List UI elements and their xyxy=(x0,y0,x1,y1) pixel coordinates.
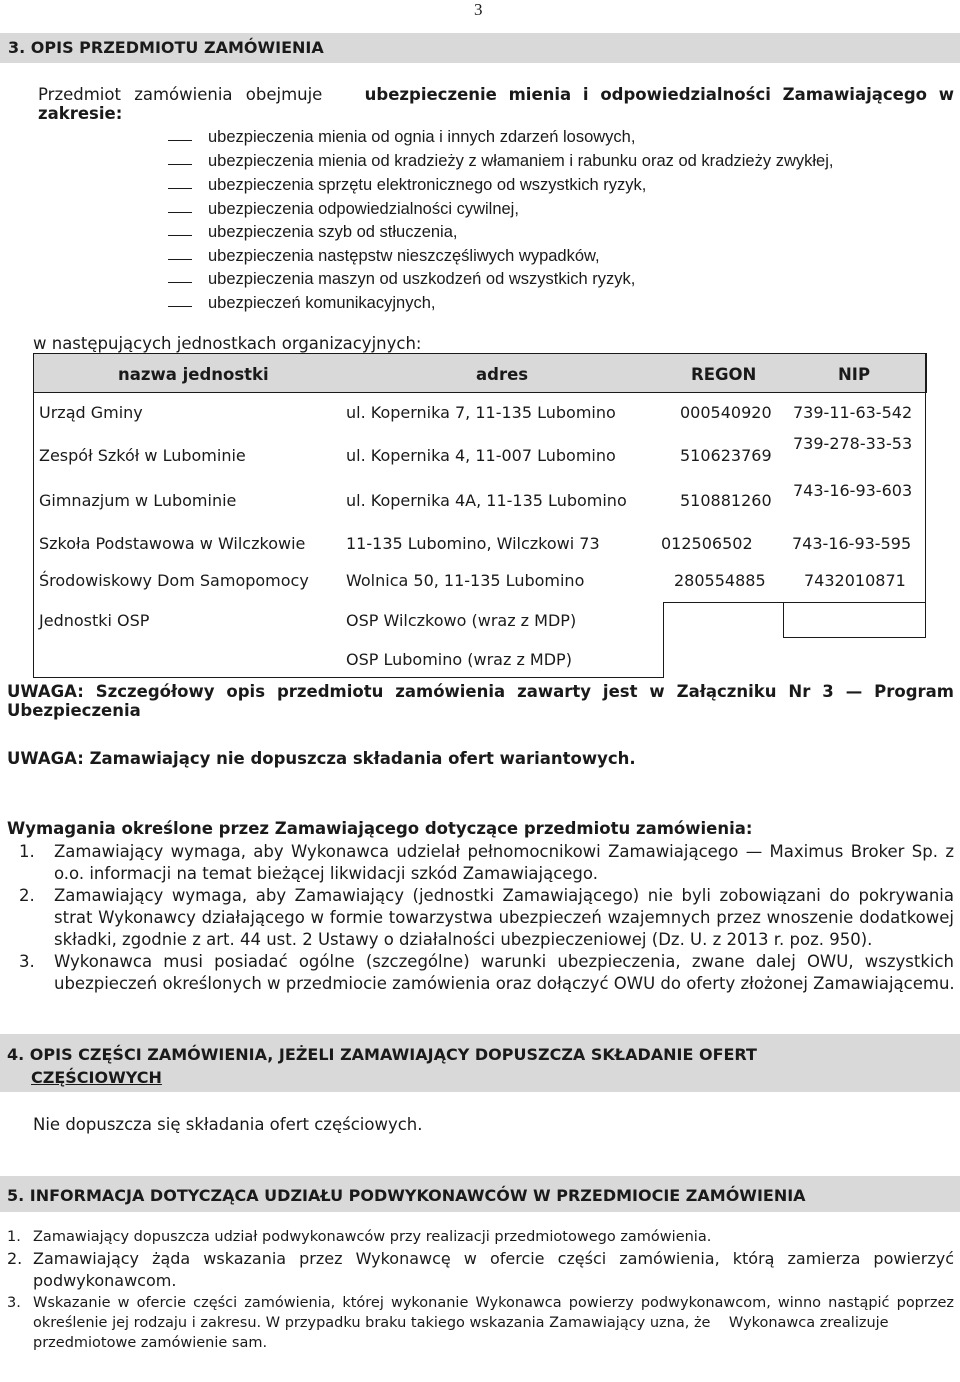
table-cell-address: ul. Kopernika 7, 11-135 Lubomino xyxy=(346,403,616,422)
note-attachment: UWAGA: Szczegółowy opis przedmiotu zamówienia zawarty jest w Załączniku Nr 3 — Program Ubezpieczenia xyxy=(7,682,954,720)
table-cell-name: Zespół Szkół w Lubominie xyxy=(39,446,246,465)
table-cell-nip: 743-16-93-603 xyxy=(793,481,913,500)
page-number: 3 xyxy=(474,0,483,19)
dash-bullet xyxy=(168,212,192,213)
intro-paragraph xyxy=(38,85,954,123)
header-address: adres xyxy=(476,365,529,384)
table-cell-address: ul. Kopernika 4, 11-007 Lubomino xyxy=(346,446,616,465)
header-regon: REGON xyxy=(691,365,757,384)
table-cell-name: Urząd Gminy xyxy=(39,403,143,422)
table-border xyxy=(925,353,926,602)
table-border xyxy=(33,353,34,678)
header-nip: NIP xyxy=(838,365,871,384)
header-name: nazwa jednostki xyxy=(118,365,269,384)
section-4-title-line1: 4. OPIS CZĘŚCI ZAMÓWIENIA, JEŻELI ZAMAWIAJĄCY DOPUSZCZA SKŁADANIE OFERT xyxy=(7,1045,757,1064)
dash-bullet xyxy=(168,188,192,189)
table-border xyxy=(783,602,784,638)
section-4-heading xyxy=(0,1034,960,1092)
list-item: 2. Zamawiający żąda wskazania przez Wykonawcę w ofercie części zamówienia, którą zamierza powierzyć podwykonawcom. xyxy=(7,1249,954,1290)
section-5-list xyxy=(7,1227,954,1353)
intro-line2: zakresie: xyxy=(38,104,123,123)
table-border xyxy=(33,677,663,678)
units-intro: w następujących jednostkach organizacyjnych: xyxy=(33,334,422,353)
table-cell-address: OSP Lubomino (wraz z MDP) xyxy=(346,650,572,669)
table-border xyxy=(663,602,926,603)
section-4-title-line2: CZĘŚCIOWYCH xyxy=(31,1068,162,1087)
table-cell-address: ul. Kopernika 4A, 11-135 Lubomino xyxy=(346,491,627,510)
table-cell-nip: 743-16-93-595 xyxy=(792,534,912,553)
section-5-title: 5. INFORMACJA DOTYCZĄCA UDZIAŁU PODWYKONAWCÓW W PRZEDMIOCIE ZAMÓWIENIA xyxy=(7,1186,806,1205)
table-cell-nip: 7432010871 xyxy=(804,571,906,590)
note-variants: UWAGA: Zamawiający nie dopuszcza składania ofert wariantowych. xyxy=(7,749,636,768)
list-item: 3. Wskazanie w ofercie części zamówienia, której wykonanie Wykonawca powierzy podwykonawcom, winno nastąpić poprzez określenie jej rodzaju i zakresu. W przypadku braku takiego wskazania Zamawiający uzna, że Wykonawca zrealizuje przedmiotowe zamówienie sam. xyxy=(7,1295,954,1351)
dash-bullet xyxy=(168,282,192,283)
table-cell-regon: 000540920 xyxy=(680,403,772,422)
list-item: 1. Zamawiający dopuszcza udział podwykonawców przy realizacji przedmiotowego zamówienia. xyxy=(7,1229,712,1245)
table-cell-address: OSP Wilczkowo (wraz z MDP) xyxy=(346,611,577,630)
dash-bullet xyxy=(168,235,192,236)
requirements-title: Wymagania określone przez Zamawiającego dotyczące przedmiotu zamówienia: xyxy=(7,819,753,838)
section-5-heading xyxy=(0,1176,960,1212)
table-border xyxy=(783,637,926,638)
section-4-text: Nie dopuszcza się składania ofert częściowych. xyxy=(33,1115,423,1134)
dash-bullet xyxy=(168,306,192,307)
table-cell-name: Jednostki OSP xyxy=(39,611,150,630)
table-border xyxy=(663,602,664,678)
table-cell-address: Wolnica 50, 11-135 Lubomino xyxy=(346,571,585,590)
table-cell-name: Szkoła Podstawowa w Wilczkowie xyxy=(39,534,306,553)
table-border xyxy=(925,602,926,638)
table-cell-address: 11-135 Lubomino, Wilczkowi 73 xyxy=(346,534,600,553)
intro-normal: Przedmiot zamówienia obejmuje xyxy=(38,85,323,104)
table-cell-name: Gimnazjum w Lubominie xyxy=(39,491,237,510)
table-cell-nip: 739-11-63-542 xyxy=(793,403,913,422)
table-cell-nip: 739-278-33-53 xyxy=(793,434,913,453)
dash-bullet xyxy=(168,259,192,260)
table-cell-regon: 012506502 xyxy=(661,534,753,553)
section-3-heading xyxy=(0,33,960,63)
list-item: 3. Wykonawca musi posiadać ogólne (szczególne) warunki ubezpieczenia, zwane dalej OWU, wszystkich ubezpieczeń określonych w przedmiocie zamówienia oraz dołączyć OWU do oferty złożonej Zamawiającemu. xyxy=(19,952,955,993)
dash-bullet xyxy=(168,164,192,165)
table-cell-regon: 280554885 xyxy=(674,571,766,590)
requirements-list xyxy=(7,841,954,995)
units-table xyxy=(33,353,927,678)
section-3-title: 3. OPIS PRZEDMIOTU ZAMÓWIENIA xyxy=(8,38,324,57)
table-cell-regon: 510881260 xyxy=(680,491,772,510)
dash-bullet xyxy=(168,140,192,141)
intro-bold: ubezpieczenie mienia i odpowiedzialności Zamawiającego w xyxy=(364,85,954,104)
table-cell-name: Środowiskowy Dom Samopomocy xyxy=(39,571,309,590)
list-item: 1. Zamawiający wymaga, aby Wykonawca udzielał pełnomocnikowi Zamawiającego — Maximus Broker Sp. z o.o. informacji na temat bieżącej likwidacji szkód Zamawiającego. xyxy=(19,842,954,883)
list-item: 2. Zamawiający wymaga, aby Zamawiający (jednostki Zamawiającego) nie byli zobowiązani do pokrywania strat Wykonawcy działającego w formie towarzystwa ubezpieczeń wzajemnych przez wnoszenie dodatkowej składki, zgodnie z art. 44 ust. 2 Ustawy o działalności ubezpieczeniowej (Dz. U. z 2013 r. poz. 950). xyxy=(19,886,954,949)
table-cell-regon: 510623769 xyxy=(680,446,772,465)
